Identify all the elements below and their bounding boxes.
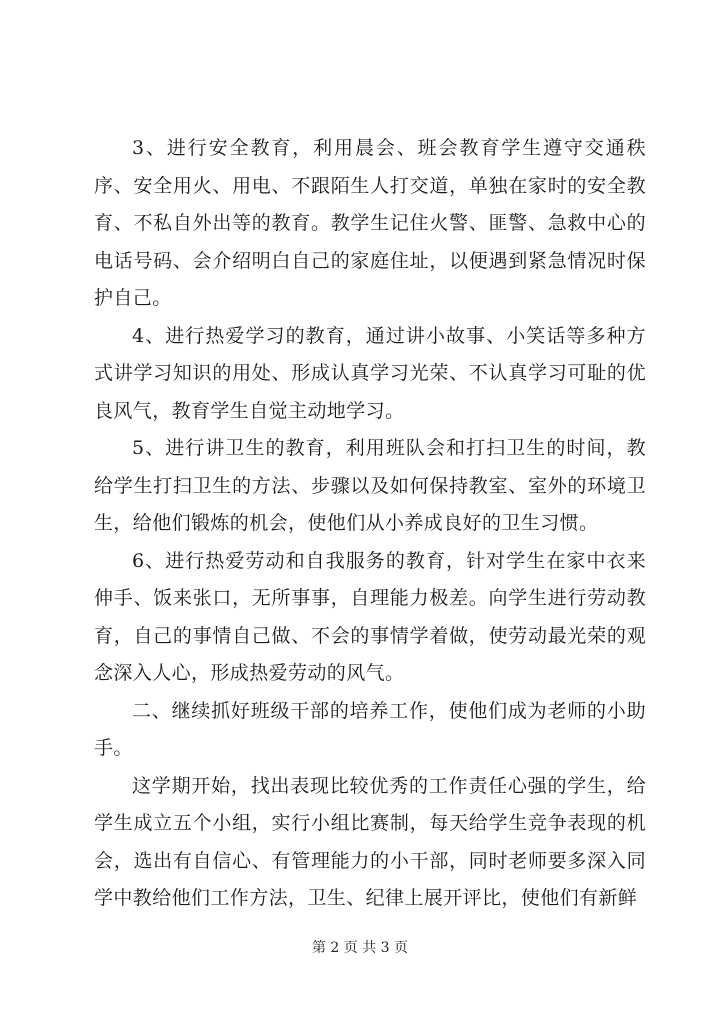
paragraph-class-cadre-heading: 二、继续抓好班级干部的培养工作，使他们成为老师的小助手。 [94, 699, 646, 759]
paragraph-class-cadre-details: 这学期开始，找出表现比较优秀的工作责任心强的学生，给学生成立五个小组，实行小组比赛制，每天给学生竞争表现的机会，选出有自信心、有管理能力的小干部，同时老师要多深入同学中教给他们工作方法，卫生、纪律上展开评比，使他们有新鲜 [94, 774, 646, 909]
paragraph-labor-education: 6、进行热爱劳动和自我服务的教育，针对学生在家中衣来伸手、饭来张口，无所事事，自理能力极差。向学生进行劳动教育，自己的事情自己做、不会的事情学着做，使劳动最光荣的观念深入人心，形成热爱劳动的风气。 [94, 549, 646, 684]
paragraph-hygiene-education: 5、进行讲卫生的教育，利用班队会和打扫卫生的时间，教给学生打扫卫生的方法、步骤以及如何保持教室、室外的环境卫生，给他们锻炼的机会，使他们从小养成良好的卫生习惯。 [94, 437, 646, 534]
paragraph-safety-education: 3、进行安全教育，利用晨会、班会教育学生遵守交通秩序、安全用火、用电、不跟陌生人打交道，单独在家时的安全教育、不私自外出等的教育。教学生记住火警、匪警、急救中心的电话号码、会介绍明白自己的家庭住址，以便遇到紧急情况时保护自己。 [94, 137, 646, 309]
page-number-footer: 第 2 页 共 3 页 [311, 940, 409, 956]
paragraph-study-education: 4、进行热爱学习的教育，通过讲小故事、小笑话等多种方式讲学习知识的用处、形成认真学习光荣、不认真学习可耻的优良风气，教育学生自觉主动地学习。 [94, 324, 646, 422]
document-body [94, 130, 646, 918]
